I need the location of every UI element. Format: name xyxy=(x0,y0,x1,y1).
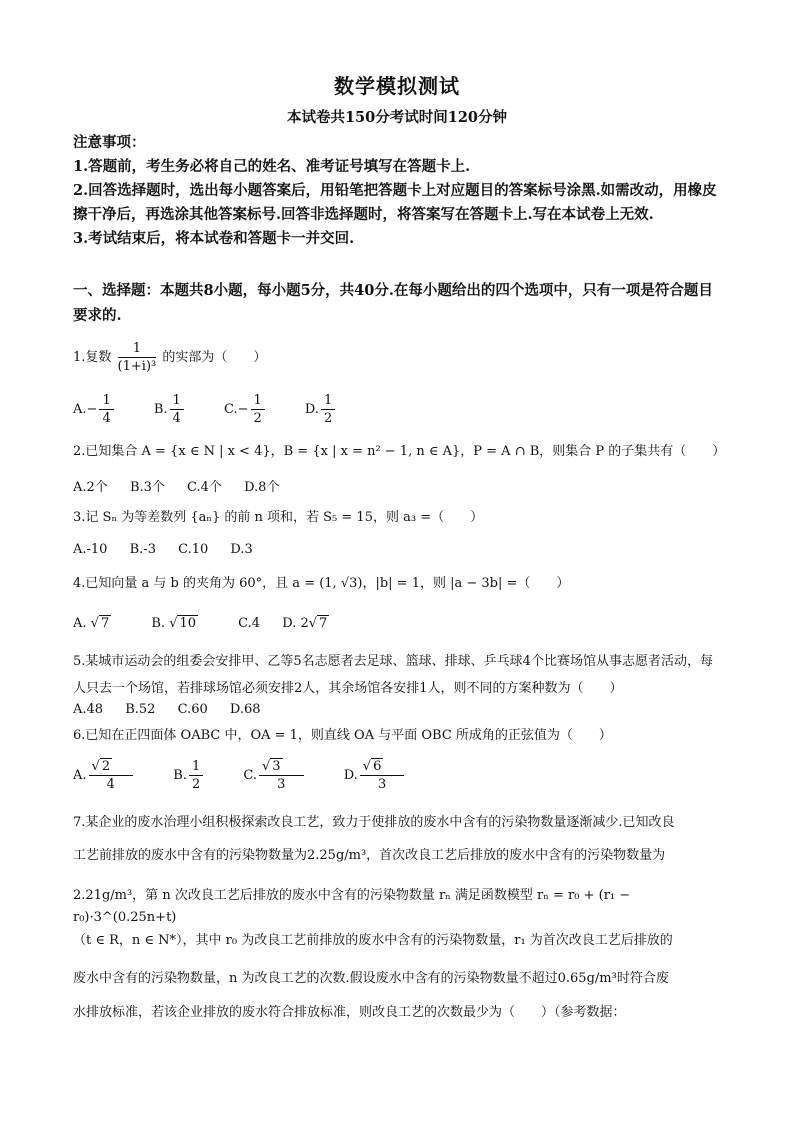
q1-option-d[interactable]: D. $\frac{1}{2}$ xyxy=(305,402,353,417)
q6-option-b[interactable]: B. $\frac{1}{2}$ xyxy=(173,768,221,783)
q3-option-c[interactable]: C.10 xyxy=(178,542,209,557)
question-4: 4.已知向量 a 与 b 的夹角为 60°，且 a = (1, √3)，|b| = 1，则 |a − 3b| =（ ） xyxy=(73,576,570,591)
q3-options xyxy=(73,542,271,557)
q6-option-d[interactable]: D. $\frac{√ 6}{3}$ xyxy=(344,768,423,783)
question-7-line-6: 水排放标准，若该企业排放的废水符合排放标准，则改良工艺的次数最少为（ ）（参考数据： xyxy=(73,1005,626,1020)
question-1 xyxy=(73,340,723,375)
q2-option-c[interactable]: C.4个 xyxy=(187,480,222,495)
q4-option-c[interactable]: C.4 xyxy=(238,616,261,631)
q4-option-b[interactable]: B. √ 10 xyxy=(151,616,197,631)
q4-options xyxy=(73,616,365,631)
q3-option-a[interactable]: A.-10 xyxy=(73,542,108,557)
q1-frac-den: (1+i)³ xyxy=(117,359,157,374)
notes-block xyxy=(73,131,723,251)
q1-frac-num: 1 xyxy=(118,340,157,358)
note-item-2: 2.回答选择题时，选出每小题答案后，用铅笔把答题卡上对应题目的答案标号涂黑.如需改动，用橡皮擦干净后，再选涂其他答案标号.回答非选择题时，将答案写在答题卡上.写在本试卷上无效. xyxy=(73,182,717,223)
q2-option-d[interactable]: D.8个 xyxy=(244,480,280,495)
q1-options xyxy=(73,392,371,427)
q2-option-a[interactable]: A.2个 xyxy=(73,480,108,495)
question-7-line-3: 2.21g/m³，第 n 次改良工艺后排放的废水中含有的污染物数量 rₙ 满足函数模型 rₙ = r₀ + (r₁ − r₀)·3^(0.25n+t) xyxy=(73,888,631,925)
note-item-3: 3.考试结束后，将本试卷和答题卡一并交回. xyxy=(73,230,355,247)
q4-option-d[interactable]: D. 2√ 7 xyxy=(282,616,328,631)
question-7-line-4: （t ∈ R，n ∈ N*），其中 r₀ 为改良工艺前排放的废水中含有的污染物数量，r₁ 为首次改良工艺后排放的 xyxy=(73,933,673,948)
notes-heading: 注意事项： xyxy=(73,134,146,151)
note-item-1: 1.答题前，考生务必将自己的姓名、准考证号填写在答题卡上. xyxy=(73,158,471,175)
q6-option-a[interactable]: A. $\frac{√ 2}{4}$ xyxy=(73,768,151,783)
q3-option-d[interactable]: D.3 xyxy=(230,542,253,557)
q5-options xyxy=(73,702,279,717)
q5-option-c[interactable]: C.60 xyxy=(177,702,208,717)
q1-prefix: 1.复数 xyxy=(73,350,112,365)
q1-option-c[interactable]: C.− $\frac{1}{2}$ xyxy=(224,402,283,417)
question-7-line-5: 废水中含有的污染物数量，n 为改良工艺的次数.假设废水中含有的污染物数量不超过0.65g/m³时符合废 xyxy=(73,971,669,986)
question-7-line-2: 工艺前排放的废水中含有的污染物数量为2.25g/m³，首次改良工艺后排放的废水中含有的污染物数量为 xyxy=(73,848,666,863)
question-6: 6.已知在正四面体 OABC 中，OA = 1，则直线 OA 与平面 OBC 所成角的正弦值为（ ） xyxy=(73,728,612,743)
exam-subtitle: 本试卷共150分考试时间120分钟 xyxy=(286,109,508,126)
question-3: 3.记 Sₙ 为等差数列 {aₙ} 的前 n 项和，若 S₅ = 15，则 a₃ =（ ） xyxy=(73,510,484,525)
q2-option-b[interactable]: B.3个 xyxy=(129,480,165,495)
question-5: 5.某城市运动会的组委会安排甲、乙等5名志愿者去足球、篮球、排球、乒乓球4个比赛场馆从事志愿者活动，每人只去一个场馆，若排球场馆必须安排2人，其余场馆各安排1人，则不同的方案种数为（ ） xyxy=(73,654,713,696)
section-heading: 一、选择题：本题共8小题，每小题5分，共40分.在每小题给出的四个选项中，只有一项是符合题目要求的. xyxy=(73,282,713,324)
q5-option-b[interactable]: B.52 xyxy=(125,702,156,717)
q2-options xyxy=(73,476,297,495)
q4-option-a[interactable]: A. √ 7 xyxy=(73,616,110,631)
q6-option-c[interactable]: C. $\frac{√ 3}{3}$ xyxy=(243,768,321,783)
question-2: 2.已知集合 A = {x ∈ N | x < 4}，B = {x | x = n² − 1, n ∈ A}，P = A ∩ B，则集合 P 的子集共有（ ） xyxy=(73,444,726,459)
q3-option-b[interactable]: B.-3 xyxy=(129,542,156,557)
q5-option-d[interactable]: D.68 xyxy=(229,702,261,717)
question-7-line-1: 7.某企业的废水治理小组积极探索改良工艺，致力于使排放的废水中含有的污染物数量逐渐减少.已知改良 xyxy=(73,815,675,830)
q1-option-a[interactable]: A.− $\frac{1}{4}$ xyxy=(73,402,132,417)
q1-suffix: 的实部为（ ） xyxy=(162,350,267,365)
q6-options xyxy=(73,758,440,793)
page-title: 数学模拟测试 xyxy=(334,74,460,98)
q1-fraction xyxy=(118,340,157,375)
q5-option-a[interactable]: A.48 xyxy=(73,702,104,717)
q1-option-b[interactable]: B. $\frac{1}{4}$ xyxy=(154,402,202,417)
